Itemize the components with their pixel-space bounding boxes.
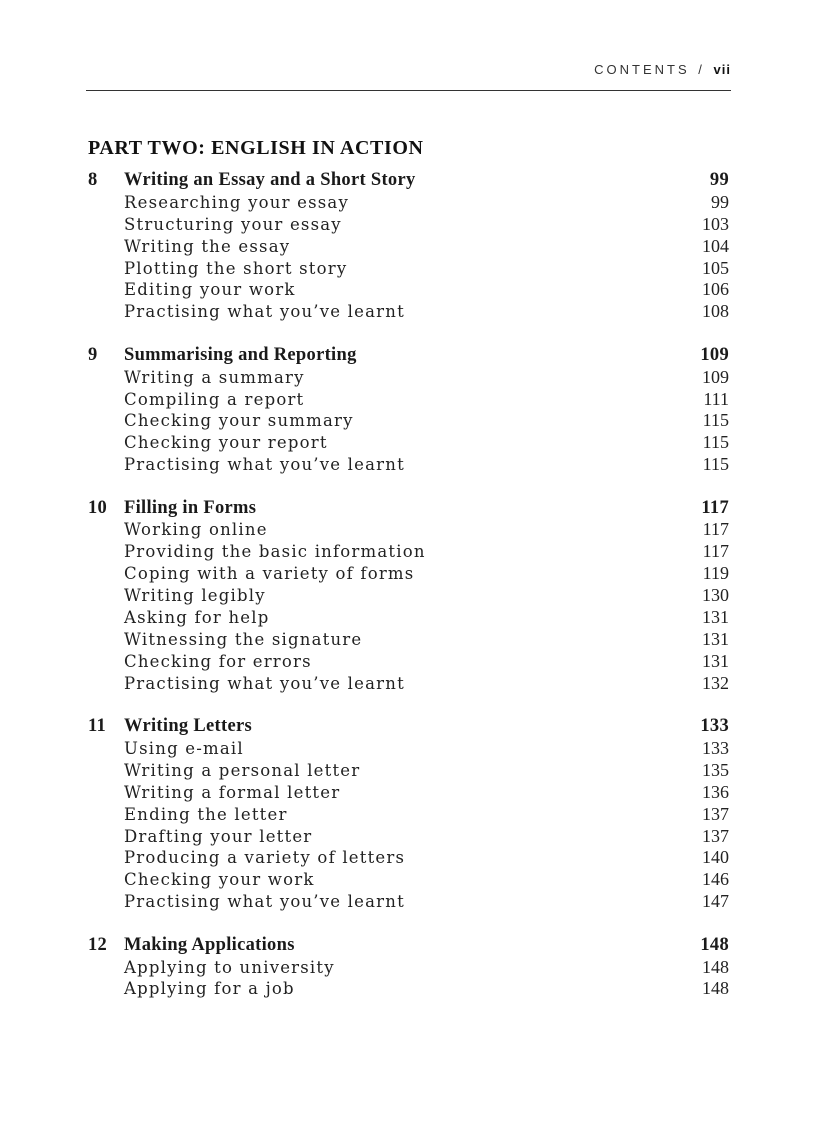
table-of-contents — [86, 170, 731, 1022]
section-row — [86, 826, 731, 848]
section-title: Editing your work — [124, 280, 296, 300]
chapter-page-number: 117 — [701, 497, 729, 518]
section-page-number: 109 — [702, 366, 729, 387]
chapter-page-number: 99 — [709, 170, 729, 190]
section-row — [86, 585, 731, 607]
section-page-number: 137 — [702, 803, 729, 824]
section-row — [86, 389, 731, 411]
section-page-number: 115 — [702, 454, 729, 475]
section-title: Practising what you’ve learnt — [124, 455, 405, 475]
section-row — [86, 432, 731, 454]
section-row — [86, 563, 731, 585]
section-row — [86, 869, 731, 891]
section-row — [86, 519, 731, 541]
section-page-number: 133 — [702, 737, 729, 758]
section-page-number: 115 — [702, 432, 729, 453]
section-title: Coping with a variety of forms — [124, 564, 415, 584]
section-title: Plotting the short story — [124, 258, 348, 278]
section-row — [86, 607, 731, 629]
section-row — [86, 367, 731, 389]
section-title: Producing a variety of letters — [124, 848, 406, 868]
header-label: CONTENTS — [594, 62, 690, 77]
chapter-block — [86, 345, 731, 476]
chapter-title: Writing Letters — [124, 716, 252, 737]
section-page-number: 146 — [702, 869, 729, 890]
section-page-number: 104 — [702, 235, 729, 256]
section-page-number: 140 — [702, 847, 729, 868]
chapter-title: Writing an Essay and a Short Story — [124, 170, 416, 190]
section-page-number: 117 — [702, 541, 729, 562]
section-title: Practising what you’ve learnt — [124, 302, 405, 322]
running-header — [86, 62, 731, 91]
section-row — [86, 454, 731, 476]
section-page-number: 105 — [702, 257, 729, 278]
chapter-title: Filling in Forms — [124, 497, 257, 518]
section-title: Practising what you’ve learnt — [124, 892, 405, 912]
section-row — [86, 847, 731, 869]
section-row — [86, 978, 731, 1000]
chapter-row — [86, 345, 731, 367]
section-row — [86, 738, 731, 760]
section-title: Witnessing the signature — [124, 629, 363, 649]
section-title: Providing the basic information — [124, 542, 426, 562]
section-page-number: 131 — [702, 650, 729, 671]
chapter-row — [86, 498, 731, 520]
chapter-number: 8 — [88, 170, 98, 190]
section-page-number: 99 — [711, 191, 729, 212]
chapter-row — [86, 935, 731, 957]
section-title: Ending the letter — [124, 804, 288, 824]
section-row — [86, 673, 731, 695]
section-row — [86, 782, 731, 804]
section-title: Writing a personal letter — [124, 760, 361, 780]
section-page-number: 137 — [702, 825, 729, 846]
section-page-number: 131 — [702, 628, 729, 649]
chapter-number: 11 — [88, 716, 107, 737]
section-title: Checking for errors — [124, 651, 312, 671]
section-title: Writing legibly — [124, 586, 266, 606]
section-title: Checking your work — [124, 870, 315, 890]
chapter-title: Making Applications — [124, 934, 295, 955]
chapter-row — [86, 170, 731, 192]
header-page-number: vii — [713, 62, 731, 77]
section-row — [86, 957, 731, 979]
section-title: Researching your essay — [124, 192, 349, 212]
section-page-number: 148 — [702, 956, 729, 977]
section-title: Checking your summary — [124, 411, 354, 431]
section-title: Writing a summary — [124, 367, 305, 387]
section-row — [86, 651, 731, 673]
chapter-title: Summarising and Reporting — [124, 344, 357, 365]
section-page-number: 136 — [702, 781, 729, 802]
chapter-block — [86, 498, 731, 695]
section-page-number: 132 — [702, 672, 729, 693]
section-title: Applying to university — [124, 957, 335, 977]
section-title: Checking your report — [124, 433, 328, 453]
chapter-page-number: 148 — [700, 934, 729, 955]
section-row — [86, 192, 731, 214]
section-row — [86, 214, 731, 236]
section-title: Compiling a report — [124, 389, 305, 409]
section-title: Working online — [124, 520, 268, 540]
section-page-number: 131 — [702, 607, 729, 628]
section-page-number: 108 — [702, 301, 729, 322]
section-title: Writing a formal letter — [124, 782, 341, 802]
chapter-number: 10 — [88, 497, 108, 518]
section-page-number: 106 — [702, 279, 729, 300]
section-page-number: 147 — [702, 891, 729, 912]
chapter-row — [86, 716, 731, 738]
chapter-block — [86, 716, 731, 913]
section-row — [86, 301, 731, 323]
section-row — [86, 258, 731, 280]
section-page-number: 130 — [702, 585, 729, 606]
chapter-number: 12 — [88, 934, 108, 955]
section-title: Drafting your letter — [124, 826, 313, 846]
part-title: PART TWO: ENGLISH IN ACTION — [88, 137, 424, 159]
section-page-number: 135 — [702, 759, 729, 780]
section-page-number: 148 — [702, 978, 729, 999]
chapter-block — [86, 935, 731, 1001]
section-row — [86, 541, 731, 563]
section-row — [86, 760, 731, 782]
chapter-number: 9 — [88, 344, 98, 365]
section-row — [86, 279, 731, 301]
section-title: Writing the essay — [124, 236, 291, 256]
chapter-page-number: 109 — [700, 344, 729, 365]
section-title: Applying for a job — [124, 979, 295, 999]
section-row — [86, 804, 731, 826]
section-title: Asking for help — [124, 608, 270, 628]
running-header-text — [594, 62, 731, 77]
section-row — [86, 236, 731, 258]
section-page-number: 119 — [702, 563, 729, 584]
section-row — [86, 891, 731, 913]
chapter-page-number: 133 — [700, 716, 729, 737]
section-page-number: 115 — [702, 410, 729, 431]
section-row — [86, 410, 731, 432]
header-separator: / — [698, 62, 705, 77]
section-page-number: 111 — [703, 388, 729, 409]
section-title: Using e-mail — [124, 738, 244, 758]
section-title: Structuring your essay — [124, 214, 342, 234]
section-page-number: 103 — [702, 213, 729, 234]
chapter-block — [86, 170, 731, 323]
section-row — [86, 629, 731, 651]
section-page-number: 117 — [702, 519, 729, 540]
section-title: Practising what you’ve learnt — [124, 673, 405, 693]
